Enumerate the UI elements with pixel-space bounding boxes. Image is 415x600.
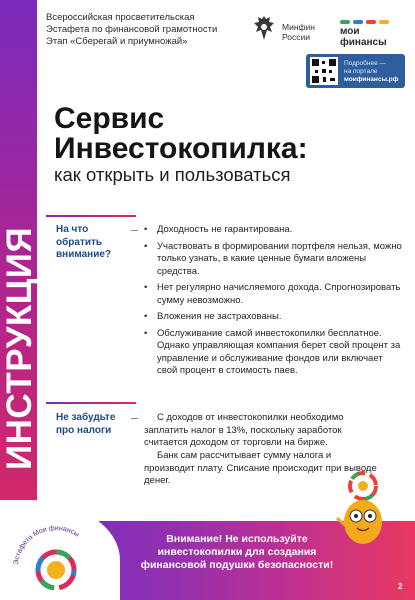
attention-label-line1: На что — [56, 224, 89, 235]
section-divider — [46, 215, 136, 217]
tax-label — [56, 412, 115, 437]
title-line1: Сервис — [54, 102, 165, 135]
sidebar-label: ИНСТРУКЦИЯ — [0, 226, 39, 470]
attention-label-line2: обратить — [56, 236, 103, 248]
qr-site-link[interactable]: моифинансы.рф — [344, 76, 399, 83]
qr-code-icon — [310, 57, 338, 85]
minfin-logo — [282, 22, 315, 42]
header-org-line2: Эстафета по финансовой грамотности — [46, 24, 218, 35]
list-item: • Вложения не застрахованы. — [144, 311, 402, 324]
tax-paragraph-2: Банк сам рассчитывает сумму налога и производит плату. Списание происходит при выводе денег. — [144, 450, 377, 486]
moi-logo-bars — [340, 20, 405, 24]
list-item: • Нет регулярно начисляемого дохода. Спрогнозировать сумму невозможно. — [144, 282, 402, 307]
section-divider — [46, 402, 136, 404]
attention-label — [56, 224, 111, 262]
header-org-line3: Этап «Сберегай и приумножай» — [46, 36, 188, 47]
coin-mascot-icon — [335, 470, 390, 555]
warning-banner-text — [117, 533, 357, 572]
tax-paragraph-1: С доходов от инвестокопилки необходимо заплатить налог в 13%, поскольку заработок считается доходом от торговли на бирже. — [144, 412, 344, 448]
page-number: 2 — [398, 582, 403, 591]
warning-line3: финансовой подушки безопасности! — [140, 559, 334, 571]
tax-label-line1: Не забудьте — [56, 412, 116, 423]
qr-text-line2: на портале — [344, 68, 378, 75]
warning-line1: Внимание! Не используйте — [166, 533, 308, 545]
logo-bar — [340, 20, 350, 24]
title-line2: Инвестокопилка: — [54, 132, 308, 165]
warning-line2: инвестокопилки для создания — [157, 546, 317, 558]
bullet-dash — [131, 230, 138, 231]
estafeta-logo-icon — [8, 520, 103, 595]
qr-card[interactable] — [306, 54, 405, 88]
list-item: • Участвовать в формировании портфеля нельзя, можно только узнать, в какие ценные бумаги вложены средства. — [144, 241, 402, 279]
attention-bullet-list — [144, 224, 402, 382]
qr-text-line1: Подробнее — — [344, 60, 387, 67]
list-item: • Обслуживание самой инвестокопилки бесплатное. Однако управляющая компания берет свой процент за управление и обслуживание фондов или включает свой процент в стоимость паев. — [144, 328, 402, 378]
bullet-dash — [131, 418, 138, 419]
logo-bar — [379, 20, 389, 24]
attention-label-line3: внимание? — [56, 249, 112, 260]
qr-card-text — [344, 60, 398, 84]
logo-bar — [353, 20, 363, 24]
minfin-line2: России — [282, 32, 311, 42]
minfin-line1: Минфин — [282, 22, 315, 32]
page-subtitle: как открыть и пользоваться — [54, 164, 291, 185]
list-item: • Доходность не гарантирована. — [144, 224, 402, 237]
moi-finansy-logo — [340, 20, 405, 48]
header-org-line1: Всероссийская просветительская — [46, 12, 195, 23]
moi-logo-text: мои финансы — [340, 26, 387, 48]
page-title — [54, 104, 308, 164]
logo-bar — [366, 20, 376, 24]
eagle-emblem-icon — [252, 14, 276, 42]
estafeta-logo-text: Эстафета Мои финансы — [12, 525, 81, 566]
tax-label-line2: про налоги — [56, 424, 112, 436]
